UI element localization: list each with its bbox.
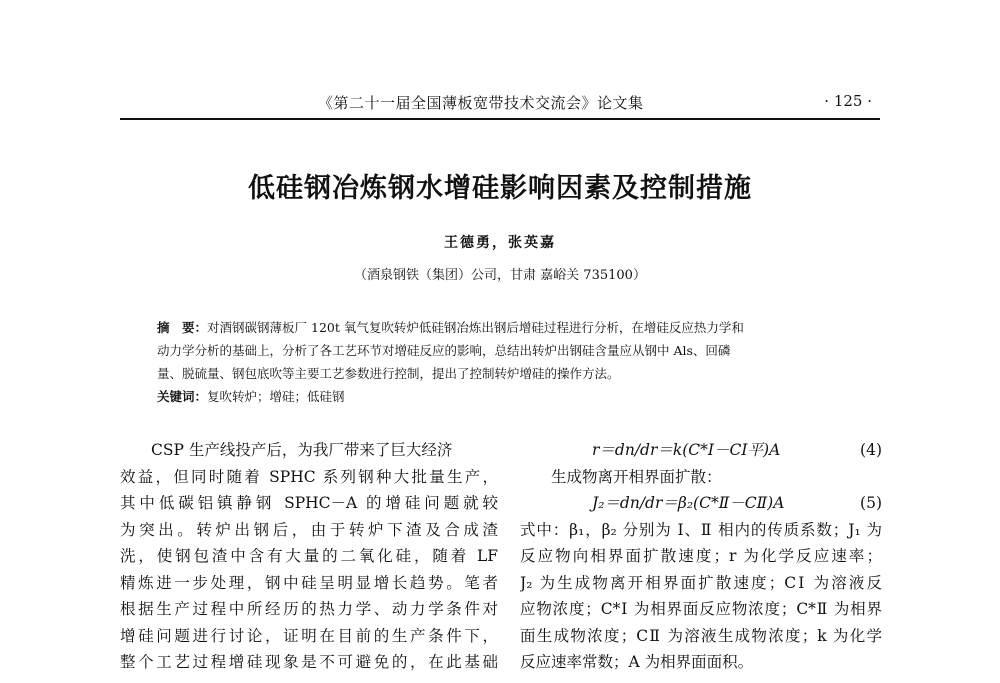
body-line: J₂ 为生成物离开相界面扩散速度；CⅠ 为溶液反 bbox=[520, 573, 882, 592]
body-line: 洗，使钢包渣中含有大量的二氧化硅，随着 LF bbox=[120, 547, 498, 565]
keywords bbox=[157, 385, 862, 408]
body-line: CSP 生产线投产后，为我厂带来了巨大经济 bbox=[151, 441, 453, 459]
abstract bbox=[157, 316, 862, 408]
equation-5-expression: J₂＝dn/dr＝β₂(C*Ⅱ－CⅡ)A bbox=[592, 494, 785, 512]
body-line: 其中低碳铝镇静钢 SPHC－A 的增硅问题就较 bbox=[120, 494, 498, 512]
journal-title: 《第二十一届全国薄板宽带技术交流会》论文集 bbox=[318, 94, 644, 112]
abstract-line bbox=[157, 316, 862, 339]
equation-4 bbox=[520, 437, 882, 464]
authors: 王德勇，张英嘉 bbox=[444, 235, 556, 251]
body-line: 生成物离开相界面扩散： bbox=[551, 467, 722, 486]
keywords-label: 关键词： bbox=[157, 389, 208, 404]
equation-4-expression: r＝dn/dr＝k(C*Ⅰ－CⅠ平)A bbox=[592, 441, 781, 459]
body-line: 精炼进一步处理，钢中硅呈明显增长趋势。笔者 bbox=[120, 573, 498, 592]
body-line: 增硅问题进行讨论，证明在目前的生产条件下， bbox=[120, 626, 498, 645]
equation-5-number: (5) bbox=[860, 494, 882, 512]
body-line: 面生成物浓度；CⅡ 为溶液生成物浓度；k 为化学 bbox=[520, 626, 882, 645]
body-line: 式中：β₁，β₂ 分别为 Ⅰ、Ⅱ 相内的传质系数；J₁ 为 bbox=[520, 520, 882, 539]
body-column-left bbox=[120, 437, 498, 676]
body-line: 整个工艺过程增硅现象是不可避免的，在此基础 bbox=[120, 653, 498, 671]
body-line: 反应物向相界面扩散速度；r 为化学反应速率； bbox=[520, 547, 882, 565]
abstract-label: 摘 要： bbox=[157, 320, 208, 335]
body-line: 反应速率常数；A 为相界面面积。 bbox=[520, 653, 754, 671]
body-line: 为突出。转炉出钢后，由于转炉下渣及合成渣 bbox=[120, 520, 498, 539]
abstract-text: 对酒钢碳钢薄板厂 120t 氧气复吹转炉低硅钢冶炼出钢后增硅过程进行分析，在增硅反应热力学和 bbox=[207, 320, 744, 335]
body-line: 应物浓度；C*Ⅰ 为相界面反应物浓度；C*Ⅱ 为相界 bbox=[520, 600, 882, 618]
header-rule bbox=[120, 118, 880, 120]
paper-title: 低硅钢冶炼钢水增硅影响因素及控制措施 bbox=[248, 173, 752, 204]
keywords-text: 复吹转炉；增硅；低硅钢 bbox=[207, 389, 345, 404]
running-header bbox=[120, 92, 880, 114]
affiliation: （酒泉钢铁（集团）公司，甘肃 嘉峪关 735100） bbox=[354, 268, 646, 283]
body-column-right bbox=[520, 437, 882, 676]
page-number: · 125 · bbox=[824, 92, 872, 110]
equation-5 bbox=[520, 490, 882, 517]
abstract-line: 量、脱硫量、钢包底吹等主要工艺参数进行控制，提出了控制转炉增硅的操作方法。 bbox=[157, 366, 620, 381]
abstract-line: 动力学分析的基础上，分析了各工艺环节对增硅反应的影响，总结出转炉出钢硅含量应从钢中 Als、回磷 bbox=[157, 343, 731, 358]
equation-4-number: (4) bbox=[860, 441, 882, 459]
body-line: 效益，但同时随着 SPHC 系列钢种大批量生产， bbox=[120, 467, 498, 486]
body-line: 根据生产过程中所经历的热力学、动力学条件对 bbox=[120, 600, 498, 618]
